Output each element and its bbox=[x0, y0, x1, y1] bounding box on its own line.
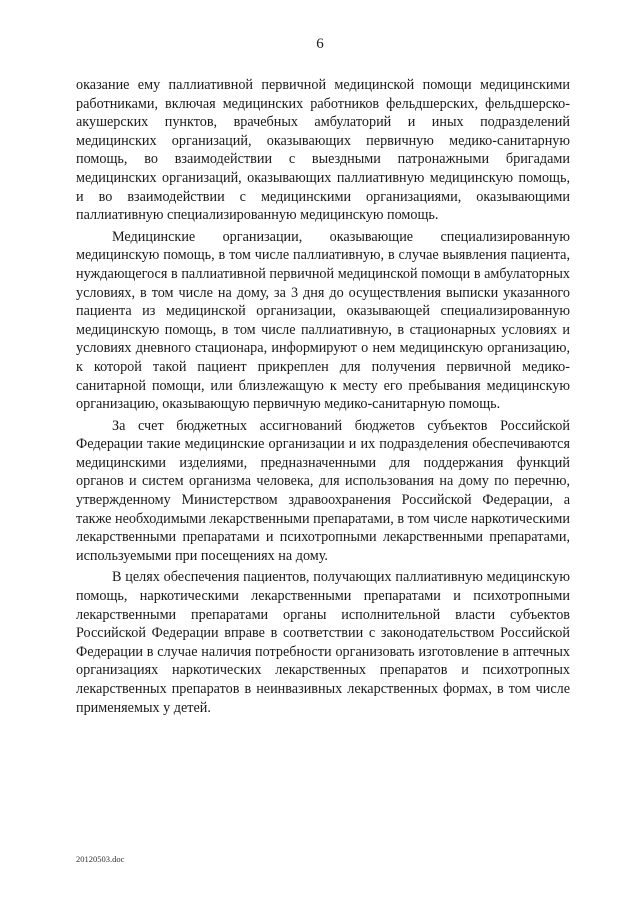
document-body bbox=[76, 76, 570, 717]
paragraph-specialized-care: Медицинские организации, оказывающие специализированную медицинскую помощь, в том числе паллиативную, в случае выявления пациента, нуждающегося в паллиативной первичной медицинской помощи в амбулаторных условиях, в том числе на дому, за 3 дня до осуществления выписки указанного пациента из медицинской организации, оказывающей специализированную медицинскую помощь, в том числе паллиативную, в стационарных условиях и условиях дневного стационара, информируют о нем медицинскую организацию, к которой такой пациент прикреплен для получения первичной медико-санитарной помощи, или близлежащую к месту его пребывания медицинскую организацию, оказывающую первичную медико-санитарную помощь. bbox=[76, 228, 570, 413]
paragraph-continuation: оказание ему паллиативной первичной медицинской помощи медицинскими работниками, включая медицинских работников фельдшерских, фельдшерско-акушерских пунктов, врачебных амбулаторий и иных подразделений медицинских организаций, оказывающих первичную медико-санитарную помощь, во взаимодействии с выездными патронажными бригадами медицинских организаций, оказывающих паллиативную медицинскую помощь, и во взаимодействии с медицинскими организациями, оказывающими паллиативную специализированную медицинскую помощь. bbox=[76, 77, 570, 224]
footer-filename: 20120503.doc bbox=[76, 854, 125, 864]
page-number: 6 bbox=[316, 36, 324, 52]
paragraph-budget-funding: За счет бюджетных ассигнований бюджетов субъектов Российской Федерации такие медицинские организации и их подразделения обеспечиваются медицинскими изделиями, предназначенными для поддержания функций органов и систем организма человека, для использования на дому по перечню, утвержденному Министерством здравоохранения Российской Федерации, а также необходимыми лекарственными препаратами, в том числе наркотическими лекарственными препаратами и психотропными лекарственными препаратами, используемыми при посещениях на дому. bbox=[76, 417, 570, 564]
paragraph-narcotic-supply: В целях обеспечения пациентов, получающих паллиативную медицинскую помощь, наркотическими лекарственными препаратами и психотропными лекарственными препаратами органы исполнительной власти субъектов Российской Федерации вправе в соответствии с законодательством Российской Федерации в случае наличия потребности организовать изготовление в аптечных организациях наркотических лекарственных препаратов и психотропных лекарственных препаратов в неинвазивных лекарственных формах, в том числе применяемых у детей. bbox=[76, 569, 570, 716]
